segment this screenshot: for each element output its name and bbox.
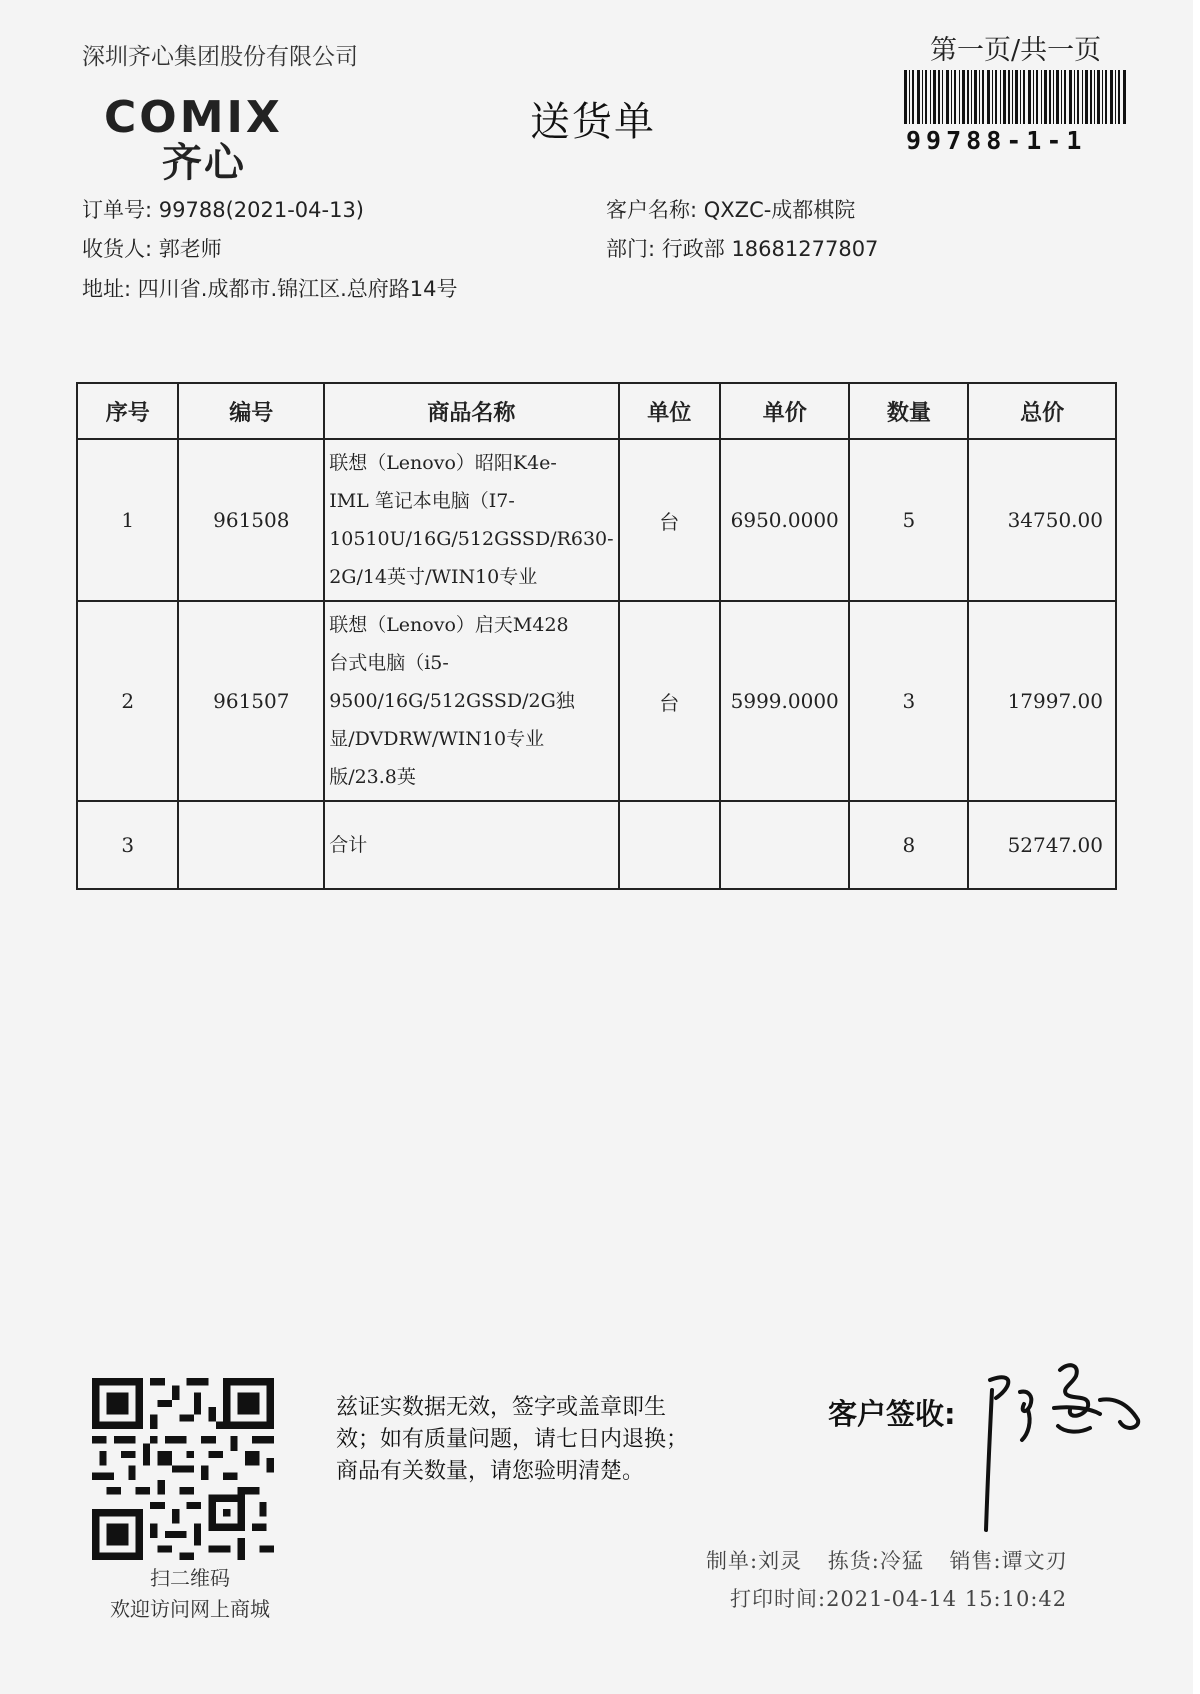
barcode-number: 99788-1-1	[906, 126, 1087, 155]
cell-code	[178, 801, 324, 889]
document-title: 送货单	[530, 99, 656, 145]
picker-text: 拣货:冷猛	[827, 1549, 924, 1573]
receiver-value: 郭老师	[158, 237, 222, 261]
product-name-line: 联想（Lenovo）启天M428	[329, 614, 569, 636]
handwritten-signature	[950, 1350, 1150, 1540]
notice-text	[336, 1392, 756, 1488]
cell-unit-price: 6950.0000	[720, 439, 849, 601]
receiver-field	[82, 233, 222, 263]
cell-product-name	[324, 601, 618, 801]
cell-seq: 3	[77, 801, 178, 889]
cell-quantity: 5	[849, 439, 968, 601]
cell-quantity: 8	[849, 801, 968, 889]
product-name-line: 2G/14英寸/WIN10专业	[329, 566, 538, 588]
barcode-icon	[904, 70, 1128, 124]
header-unit: 单位	[619, 383, 720, 439]
customer-sign-label: 客户签收:	[828, 1397, 956, 1431]
cell-seq: 2	[77, 601, 178, 801]
paper-edge	[1193, 0, 1200, 1694]
company-name: 深圳齐心集团股份有限公司	[82, 44, 358, 70]
notice-line: 效；如有质量问题，请七日内退换；	[336, 1427, 689, 1452]
items-table	[76, 382, 1117, 890]
product-name-line: 联想（Lenovo）昭阳K4e-	[329, 452, 557, 474]
product-name-line: 显/DVDRW/WIN10专业	[329, 728, 545, 750]
order-number-value: 99788(2021-04-13)	[158, 198, 364, 222]
notice-line: 商品有关数量，请您验明清楚。	[336, 1459, 645, 1484]
maker-text: 制单:刘灵	[706, 1549, 803, 1573]
product-name-line: IML 笔记本电脑（I7-	[329, 490, 515, 512]
order-number-field	[82, 194, 364, 224]
cell-unit-price: 5999.0000	[720, 601, 849, 801]
address-value: 四川省.成都市.锦江区.总府路14号	[137, 277, 458, 301]
cell-total: 17997.00	[968, 601, 1116, 801]
notice-line: 兹证实数据无效，签字或盖章即生	[336, 1395, 667, 1420]
address-label: 地址:	[82, 277, 132, 301]
cell-unit	[619, 801, 720, 889]
header-quantity: 数量	[849, 383, 968, 439]
cell-code: 961508	[178, 439, 324, 601]
staff-line	[706, 1545, 1086, 1575]
customer-name-field	[606, 194, 855, 224]
sales-text: 销售:谭文刃	[949, 1549, 1068, 1573]
product-name-line: 版/23.8英	[329, 766, 416, 788]
cell-unit-price	[720, 801, 849, 889]
page-info: 第一页/共一页	[930, 35, 1102, 66]
qr-caption-line-2: 欢迎访问网上商城	[110, 1597, 270, 1621]
header-total: 总价	[968, 383, 1116, 439]
customer-name-value: QXZC-成都棋院	[703, 198, 856, 222]
product-name-line: 10510U/16G/512GSSD/R630-	[329, 528, 614, 550]
order-number-label: 订单号:	[82, 198, 153, 222]
header-unit-price: 单价	[720, 383, 849, 439]
cell-quantity: 3	[849, 601, 968, 801]
receiver-label: 收货人:	[82, 237, 153, 261]
table-row-total	[77, 801, 1116, 889]
qr-caption	[90, 1563, 290, 1625]
department-field	[606, 233, 878, 263]
logo-text-en: COMIX	[104, 92, 283, 143]
table-header-row	[77, 383, 1116, 439]
logo-text-cn: 齐心	[162, 140, 246, 186]
header-product-name: 商品名称	[324, 383, 618, 439]
product-name-line: 9500/16G/512GSSD/2G独	[329, 690, 575, 712]
department-value: 行政部 18681277807	[661, 237, 879, 261]
header-seq: 序号	[77, 383, 178, 439]
product-name-line: 台式电脑（i5-	[329, 652, 449, 674]
cell-code: 961507	[178, 601, 324, 801]
cell-total: 52747.00	[968, 801, 1116, 889]
address-field	[82, 273, 458, 303]
qr-caption-line-1: 扫二维码	[150, 1566, 230, 1590]
header-code: 编号	[178, 383, 324, 439]
cell-unit: 台	[619, 439, 720, 601]
table-row	[77, 439, 1116, 601]
department-label: 部门:	[606, 237, 656, 261]
table-row	[77, 601, 1116, 801]
customer-name-label: 客户名称:	[606, 198, 698, 222]
cell-unit: 台	[619, 601, 720, 801]
qr-code-icon	[92, 1378, 274, 1560]
cell-seq: 1	[77, 439, 178, 601]
cell-total: 34750.00	[968, 439, 1116, 601]
print-time: 打印时间:2021-04-14 15:10:42	[730, 1587, 1068, 1611]
cell-product-name	[324, 439, 618, 601]
comix-logo	[104, 92, 324, 186]
cell-product-name	[324, 801, 618, 889]
product-name-line: 合计	[329, 834, 368, 856]
